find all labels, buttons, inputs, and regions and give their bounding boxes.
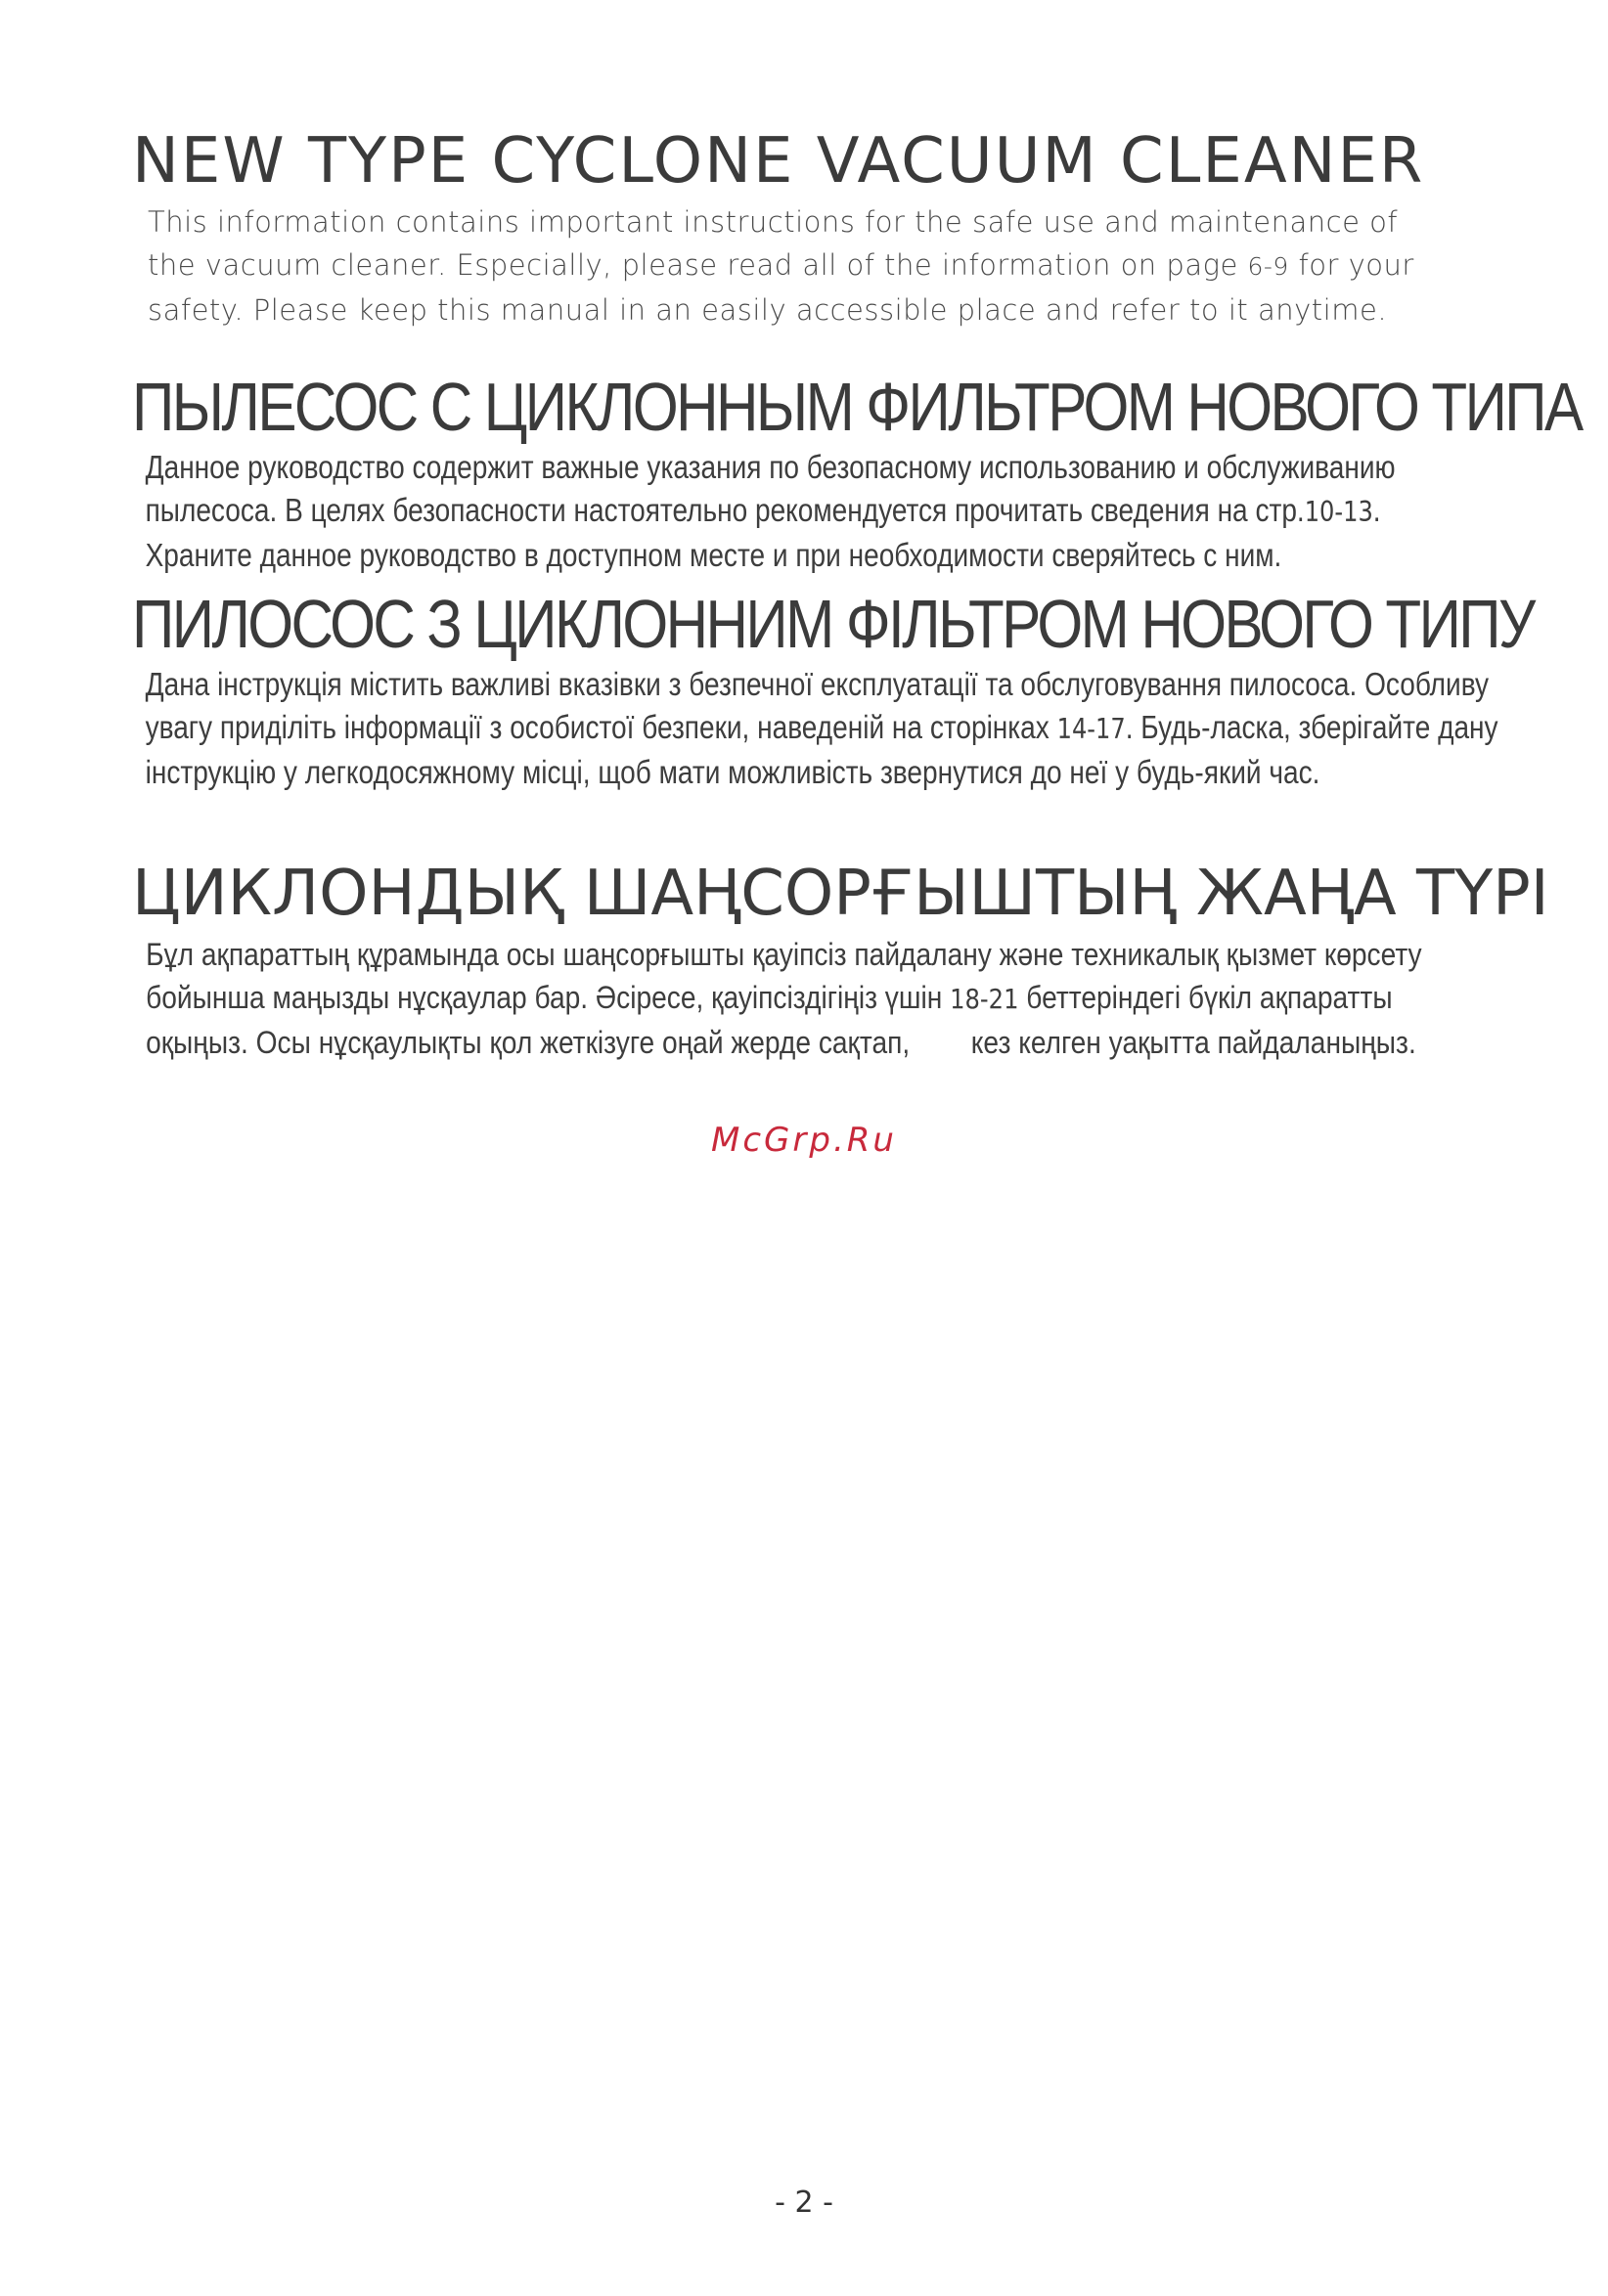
body-line-text: увагу приділіть інформації з особистої безпеки, наведеній на сторінках [145, 709, 1057, 745]
body-line: Храните данное руководство в доступном месте и при необходимости сверяйтесь с ним. [145, 537, 1282, 573]
watermark: McGrp.Ru [711, 1121, 897, 1160]
title-russian: ПЫЛЕСОС С ЦИКЛОННЫМ ФИЛЬТРОМ НОВОГО ТИПА [132, 369, 1582, 445]
body-line-text: пылесоса. В целях безопасности настоятельно рекомендуется прочитать сведения на стр. [145, 492, 1305, 528]
body-line: Данное руководство содержит важные указания по безопасному использованию и обслуживанию [145, 449, 1396, 485]
section-english [132, 122, 1482, 331]
body-line [145, 706, 1498, 751]
section-kazakh [132, 855, 1549, 1064]
body-line: Бұл ақпараттың құрамында осы шаңсорғышты қауіпсіз пайдалану және техникалық қызмет көрсету [146, 937, 1422, 972]
body-line: інструкцію у легкодосяжному місці, щоб мати можливість звернутися до неї у будь-який час. [145, 754, 1320, 790]
title-ukrainian: ПИЛОСОС З ЦИКЛОННИМ ФІЛЬТРОМ НОВОГО ТИПУ [132, 586, 1534, 662]
body-line-text: the vacuum cleaner. Especially, please read all of the information on page [148, 248, 1248, 282]
title-kazakh: ЦИКЛОНДЫҚ ШАҢСОРҒЫШТЫҢ ЖАҢА ТҮРІ [132, 858, 1549, 930]
body-kazakh [132, 933, 1422, 1064]
body-line-tail: беттеріндегі бүкіл ақпаратты [1018, 980, 1393, 1015]
page-reference: 14-17 [1056, 713, 1126, 745]
body-english [132, 200, 1482, 331]
body-line [145, 489, 1381, 534]
body-line: safety. Please keep this manual in an easily accessible place and refer to it anytime. [148, 293, 1388, 327]
body-line: Дана інструкція містить важливі вказівки з безпечної експлуатації та обслуговування пилососа. Особливу [145, 666, 1490, 702]
body-line-tail: for your [1288, 248, 1414, 282]
body-line-text: бойынша маңызды нұсқаулар бар. Әсіресе, қауіпсіздігіңіз үшін [146, 980, 951, 1015]
section-ukrainian [132, 585, 1534, 794]
body-line [146, 976, 1393, 1021]
page-number: - 2 - [775, 2186, 833, 2220]
body-line: This information contains important instructions for the safe use and maintenance of [148, 205, 1399, 239]
body-russian [132, 446, 1396, 577]
section-russian [132, 368, 1582, 577]
body-line-tail: . [1372, 492, 1381, 528]
page-reference: 10-13 [1304, 496, 1373, 528]
body-line-tail: . Будь-ласка, зберігайте дану [1125, 709, 1498, 745]
body-line [148, 243, 1482, 288]
title-english: NEW TYPE CYCLONE VACUUM CLEANER [132, 125, 1425, 198]
page-reference: 6-9 [1247, 252, 1289, 281]
page-reference: 18-21 [950, 984, 1019, 1015]
body-line: оқыңыз. Осы нұсқаулықты қол жеткізуге оңай жерде сақтап, кез келген уақытта пайдаланыңыз. [146, 1025, 1416, 1060]
body-ukrainian [132, 663, 1498, 794]
